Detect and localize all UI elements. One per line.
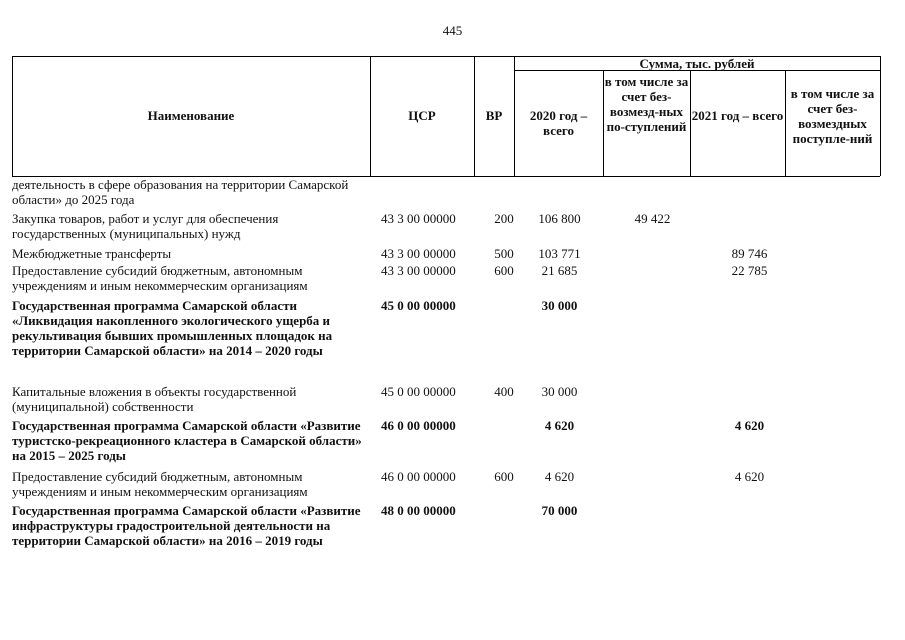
row-2020-total: 30 000 xyxy=(541,384,578,399)
row-2020-incl: 49 422 xyxy=(634,211,671,226)
row-name: Предоставление субсидий бюджетным, автономным учреждениям и иным некоммерческим организациям xyxy=(12,469,308,499)
header-2021-incl: в том числе за счет без-возмездных поступле-ний xyxy=(790,86,875,146)
row-name: деятельность в сфере образования на территории Самарской области» до 2025 года xyxy=(12,177,349,207)
row-name: Предоставление субсидий бюджетным, автономным учреждениям и иным некоммерческим организациям xyxy=(12,263,308,293)
row-2020-total: 103 771 xyxy=(538,246,581,261)
row-vr: 200 xyxy=(494,211,514,226)
header-csr: ЦСР xyxy=(408,108,436,123)
header-2020-total: 2020 год – всего xyxy=(529,108,588,138)
row-csr: 46 0 00 00000 xyxy=(381,418,456,433)
row-name: Государственная программа Самарской области «Развитие туристско-рекреационного кластера в Самарской области» на 2015 – 2025 годы xyxy=(12,418,362,463)
table-row xyxy=(12,211,892,241)
row-csr: 43 3 00 00000 xyxy=(381,246,456,261)
page-number: 445 xyxy=(442,23,463,38)
row-csr: 43 3 00 00000 xyxy=(381,211,456,226)
row-2020-total: 4 620 xyxy=(544,469,575,484)
table-row xyxy=(12,263,892,293)
table-row xyxy=(12,384,892,414)
table-row xyxy=(12,177,892,207)
row-2020-total: 21 685 xyxy=(541,263,578,278)
row-csr: 46 0 00 00000 xyxy=(381,469,456,484)
row-name: Государственная программа Самарской области «Ликвидация накопленного экологического ущерба и рекультивация бывших промышленных площадок на территории Самарской области» на 2014 – 2020 годы xyxy=(12,298,333,358)
row-vr: 500 xyxy=(494,246,514,261)
table-row xyxy=(12,469,892,499)
row-2021-total: 4 620 xyxy=(734,418,765,433)
row-2020-total: 30 000 xyxy=(541,298,578,313)
table-row-program xyxy=(12,503,892,567)
row-name: Капитальные вложения в объекты государственной (муниципальной) собственности xyxy=(12,384,297,414)
row-name: Закупка товаров, работ и услуг для обеспечения государственных (муниципальных) нужд xyxy=(12,211,279,241)
header-2021-total: 2021 год – всего xyxy=(691,108,784,123)
table-row-program xyxy=(12,418,892,464)
row-2021-total: 22 785 xyxy=(731,263,768,278)
header-name: Наименование xyxy=(147,108,235,123)
row-2020-total: 4 620 xyxy=(544,418,575,433)
row-vr: 600 xyxy=(494,263,514,278)
row-name: Государственная программа Самарской области «Развитие инфраструктуры градостроительной деятельности на территории Самарской области» на 2016 – 2019 годы xyxy=(12,503,361,548)
row-csr: 45 0 00 00000 xyxy=(381,384,456,399)
row-vr: 600 xyxy=(494,469,514,484)
row-2020-total: 106 800 xyxy=(538,211,581,226)
row-2021-total: 4 620 xyxy=(734,469,765,484)
header-sum: Сумма, тыс. рублей xyxy=(639,56,755,71)
row-csr: 45 0 00 00000 xyxy=(381,298,456,313)
header-vr: ВР xyxy=(485,108,503,123)
header-2020-incl: в том числе за счет без-возмезд-ных по-ступлений xyxy=(604,74,689,134)
row-vr: 400 xyxy=(494,384,514,399)
row-csr: 43 3 00 00000 xyxy=(381,263,456,278)
table-row-program xyxy=(12,298,892,376)
row-csr: 48 0 00 00000 xyxy=(381,503,456,518)
row-2021-total: 89 746 xyxy=(731,246,768,261)
row-2020-total: 70 000 xyxy=(541,503,578,518)
row-name: Межбюджетные трансферты xyxy=(12,246,172,261)
table-row xyxy=(12,246,892,261)
